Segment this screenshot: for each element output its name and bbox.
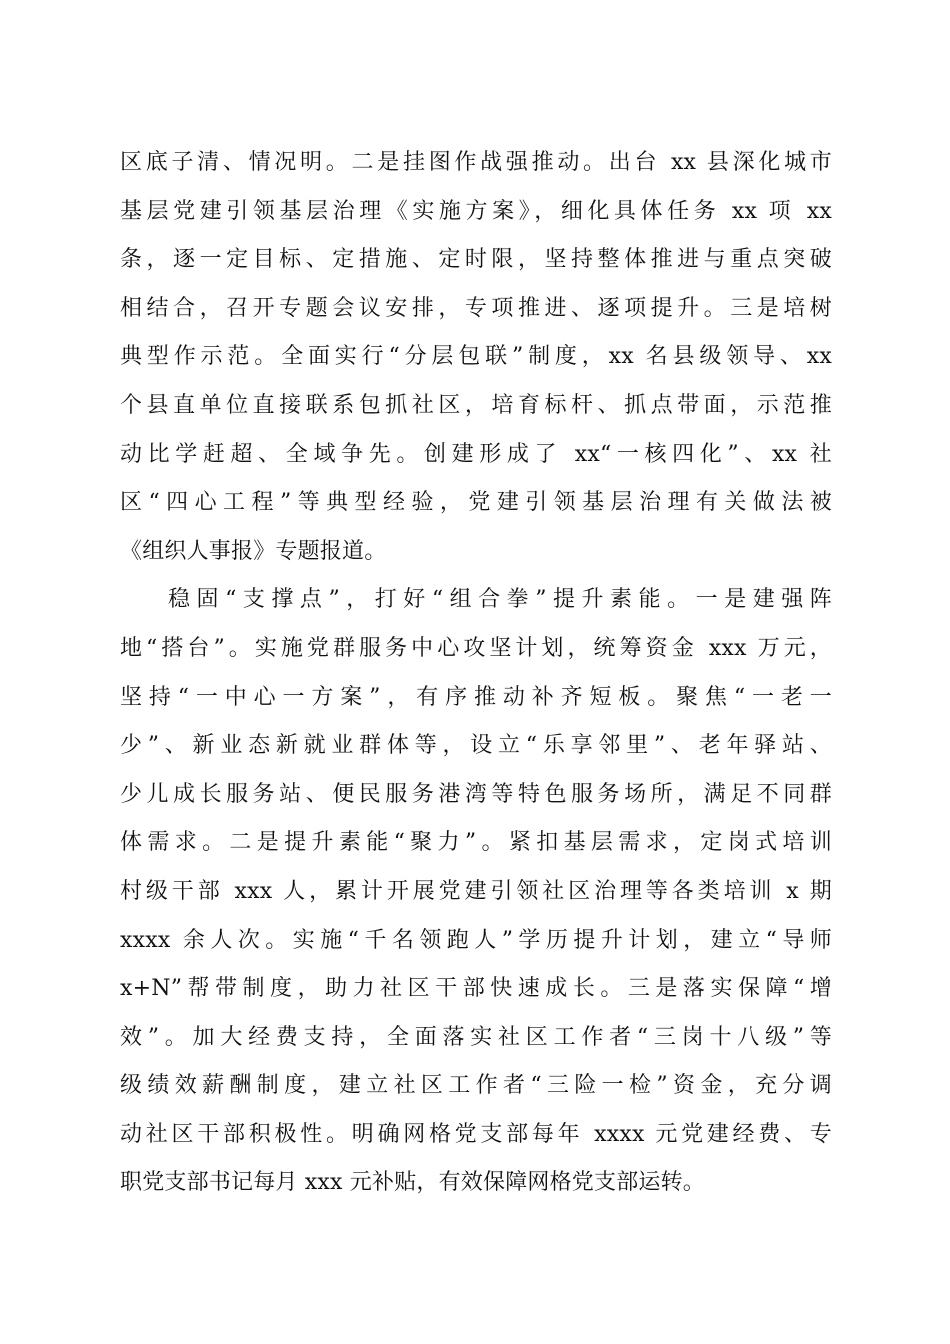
paragraph-2-line-5: 少儿成长服务站、便民服务港湾等特色服务场所，满足不同群 [120, 781, 832, 807]
paragraph-1-line-4: 相结合，召开专题会议安排，专项推进、逐项提升。三是培树 [120, 295, 832, 321]
paragraph-2 [120, 576, 832, 1208]
paragraph-2-line-8: xxxx 余人次。实施“千名领跑人”学历提升计划，建立“导师 [120, 927, 832, 953]
paragraph-2-line-4: 少”、新业态新就业群体等，设立“乐享邻里”、老年驿站、 [120, 733, 832, 759]
paragraph-2-line-7: 村级干部 xxx 人，累计开展党建引领社区治理等各类培训 x 期 [120, 878, 832, 904]
paragraph-1-line-1: 区底子清、情况明。二是挂图作战强推动。出台 xx 县深化城市 [120, 150, 832, 175]
paragraph-2-line-2: 地“搭台”。实施党群服务中心攻坚计划，统筹资金 xxx 万元， [120, 635, 832, 661]
paragraph-1-line-6: 个县直单位直接联系包抓社区，培育标杆、抓点带面，示范推 [120, 392, 832, 418]
document-body [120, 139, 832, 1208]
paragraph-1-line-7: 动比学赶超、全域争先。创建形成了 xx“一核四化”、xx 社 [120, 441, 832, 467]
paragraph-2-line-9: x+N”帮带制度，助力社区干部快速成长。三是落实保障“增 [120, 976, 832, 1002]
paragraph-2-line-13: 职党支部书记每月 xxx 元补贴，有效保障网格党支部运转。 [120, 1170, 706, 1196]
paragraph-2-line-3: 坚持“一中心一方案”，有序推动补齐短板。聚焦“一老一 [120, 684, 832, 710]
paragraph-1-line-5: 典型作示范。全面实行“分层包联”制度，xx 名县级领导、xx [120, 344, 832, 370]
paragraph-2-line-6: 体需求。二是提升素能“聚力”。紧扣基层需求，定岗式培训 [120, 830, 832, 856]
paragraph-2-line-12: 动社区干部积极性。明确网格党支部每年 xxxx 元党建经费、专 [120, 1121, 832, 1147]
paragraph-1 [120, 139, 832, 576]
paragraph-2-line-1: 稳固“支撑点”，打好“组合拳”提升素能。一是建强阵 [168, 587, 832, 613]
paragraph-1-line-2: 基层党建引领基层治理《实施方案》，细化具体任务 xx 项 xx [120, 198, 832, 224]
paragraph-1-line-3: 条，逐一定目标、定措施、定时限，坚持整体推进与重点突破 [120, 247, 832, 273]
paragraph-2-line-10: 效”。加大经费支持，全面落实社区工作者“三岗十八级”等 [120, 1024, 832, 1050]
paragraph-2-line-11: 级绩效薪酬制度，建立社区工作者“三险一检”资金，充分调 [120, 1073, 832, 1099]
paragraph-1-line-9: 《组织人事报》专题报道。 [120, 538, 387, 564]
paragraph-1-line-8: 区“四心工程”等典型经验，党建引领基层治理有关做法被 [120, 490, 832, 516]
